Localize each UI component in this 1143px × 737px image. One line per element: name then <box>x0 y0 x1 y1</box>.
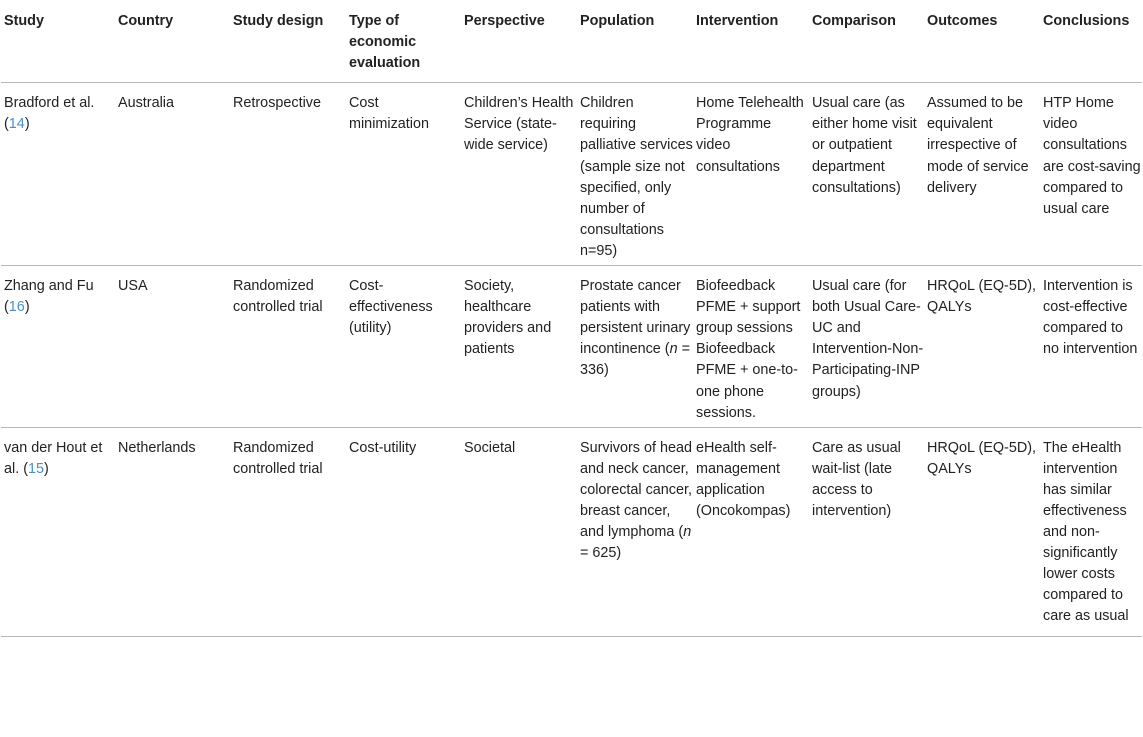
cell-evaluation-type: Cost minimization <box>349 95 429 133</box>
reference-link[interactable]: 14 <box>8 116 25 133</box>
header-comparison: Comparison <box>812 13 896 29</box>
cell-conclusions: Intervention is cost-effective compared to no intervention <box>1043 278 1138 358</box>
cell-intervention: Biofeedback PFME + support group sessions Biofeedback PFME + one-to-one phone sessions. <box>696 278 801 421</box>
study-paren: ) <box>24 299 30 316</box>
cell-conclusions: The eHealth intervention has similar effectiveness and non-significantly lower costs compared to care as usual <box>1043 439 1129 625</box>
cell-outcomes: HRQoL (EQ-5D), QALYs <box>927 278 1037 316</box>
header-population: Population <box>580 13 655 29</box>
cell-population <box>577 427 693 636</box>
reference-link[interactable]: 15 <box>28 460 45 477</box>
cell-population <box>577 83 693 266</box>
header-evaluation-type: Type of economic evaluation <box>349 13 421 72</box>
population-text: Prostate cancer patients with persistent urinary incontinence ( <box>580 278 691 358</box>
cell-comparison: Usual care (for both Usual Care-UC and Intervention-Non-Participating-INP groups) <box>812 278 924 400</box>
header-study: Study <box>4 13 44 29</box>
table-row <box>1 83 1142 266</box>
cell-intervention: eHealth self-management application (Oncokompas) <box>696 439 791 519</box>
study-name: van der Hout et al. ( <box>4 439 103 477</box>
cell-country: Netherlands <box>118 439 196 456</box>
header-outcomes: Outcomes <box>927 13 998 29</box>
cell-outcomes: Assumed to be equivalent irrespective of mode of service delivery <box>927 95 1029 196</box>
cell-comparison: Care as usual wait-list (late access to intervention) <box>812 439 901 519</box>
cell-perspective: Society, healthcare providers and patients <box>464 278 552 358</box>
table-row <box>1 427 1142 636</box>
population-text: Children requiring palliative services (sample size not specified, only number of consultations n=95) <box>580 95 693 259</box>
study-paren: ) <box>24 116 30 133</box>
cell-study <box>1 427 115 636</box>
population-count: = 336) <box>580 341 691 379</box>
header-row <box>1 0 1142 83</box>
reference-link[interactable]: 16 <box>8 299 25 316</box>
population-n: n <box>669 341 678 358</box>
cell-perspective: Children’s Health Service (state-wide service) <box>464 95 574 154</box>
header-country: Country <box>118 13 174 29</box>
cell-evaluation-type: Cost-utility <box>349 439 417 456</box>
cell-evaluation-type: Cost-effectiveness (utility) <box>349 278 433 337</box>
study-name: Zhang and Fu ( <box>4 278 94 316</box>
study-paren: ) <box>44 460 49 477</box>
header-perspective: Perspective <box>464 13 545 29</box>
table-row <box>1 266 1142 428</box>
cell-intervention: Home Telehealth Programme video consultations <box>696 95 804 175</box>
cell-population <box>577 266 693 428</box>
header-intervention: Intervention <box>696 13 779 29</box>
population-count: = 625) <box>580 545 622 562</box>
studies-table <box>1 0 1142 637</box>
table-body <box>1 83 1142 636</box>
cell-comparison: Usual care (as either home visit or outpatient department consultations) <box>812 95 917 196</box>
cell-conclusions: HTP Home video consultations are cost-saving compared to usual care <box>1043 95 1141 217</box>
cell-perspective: Societal <box>464 439 516 456</box>
cell-outcomes: HRQoL (EQ-5D), QALYs <box>927 439 1037 477</box>
cell-country: Australia <box>118 95 174 112</box>
study-name: Bradford et al. ( <box>4 95 95 133</box>
population-n: n <box>683 524 692 541</box>
header-study-design: Study design <box>233 13 324 29</box>
cell-study <box>1 266 115 428</box>
table-header <box>1 0 1142 83</box>
cell-country: USA <box>118 278 148 295</box>
cell-study-design: Randomized controlled trial <box>233 278 323 316</box>
cell-study-design: Randomized controlled trial <box>233 439 323 477</box>
population-text: Survivors of head and neck cancer, colorectal cancer, breast cancer, and lymphoma ( <box>580 439 692 541</box>
header-conclusions: Conclusions <box>1043 13 1130 29</box>
cell-study-design: Retrospective <box>233 95 321 112</box>
cell-study <box>1 83 115 266</box>
